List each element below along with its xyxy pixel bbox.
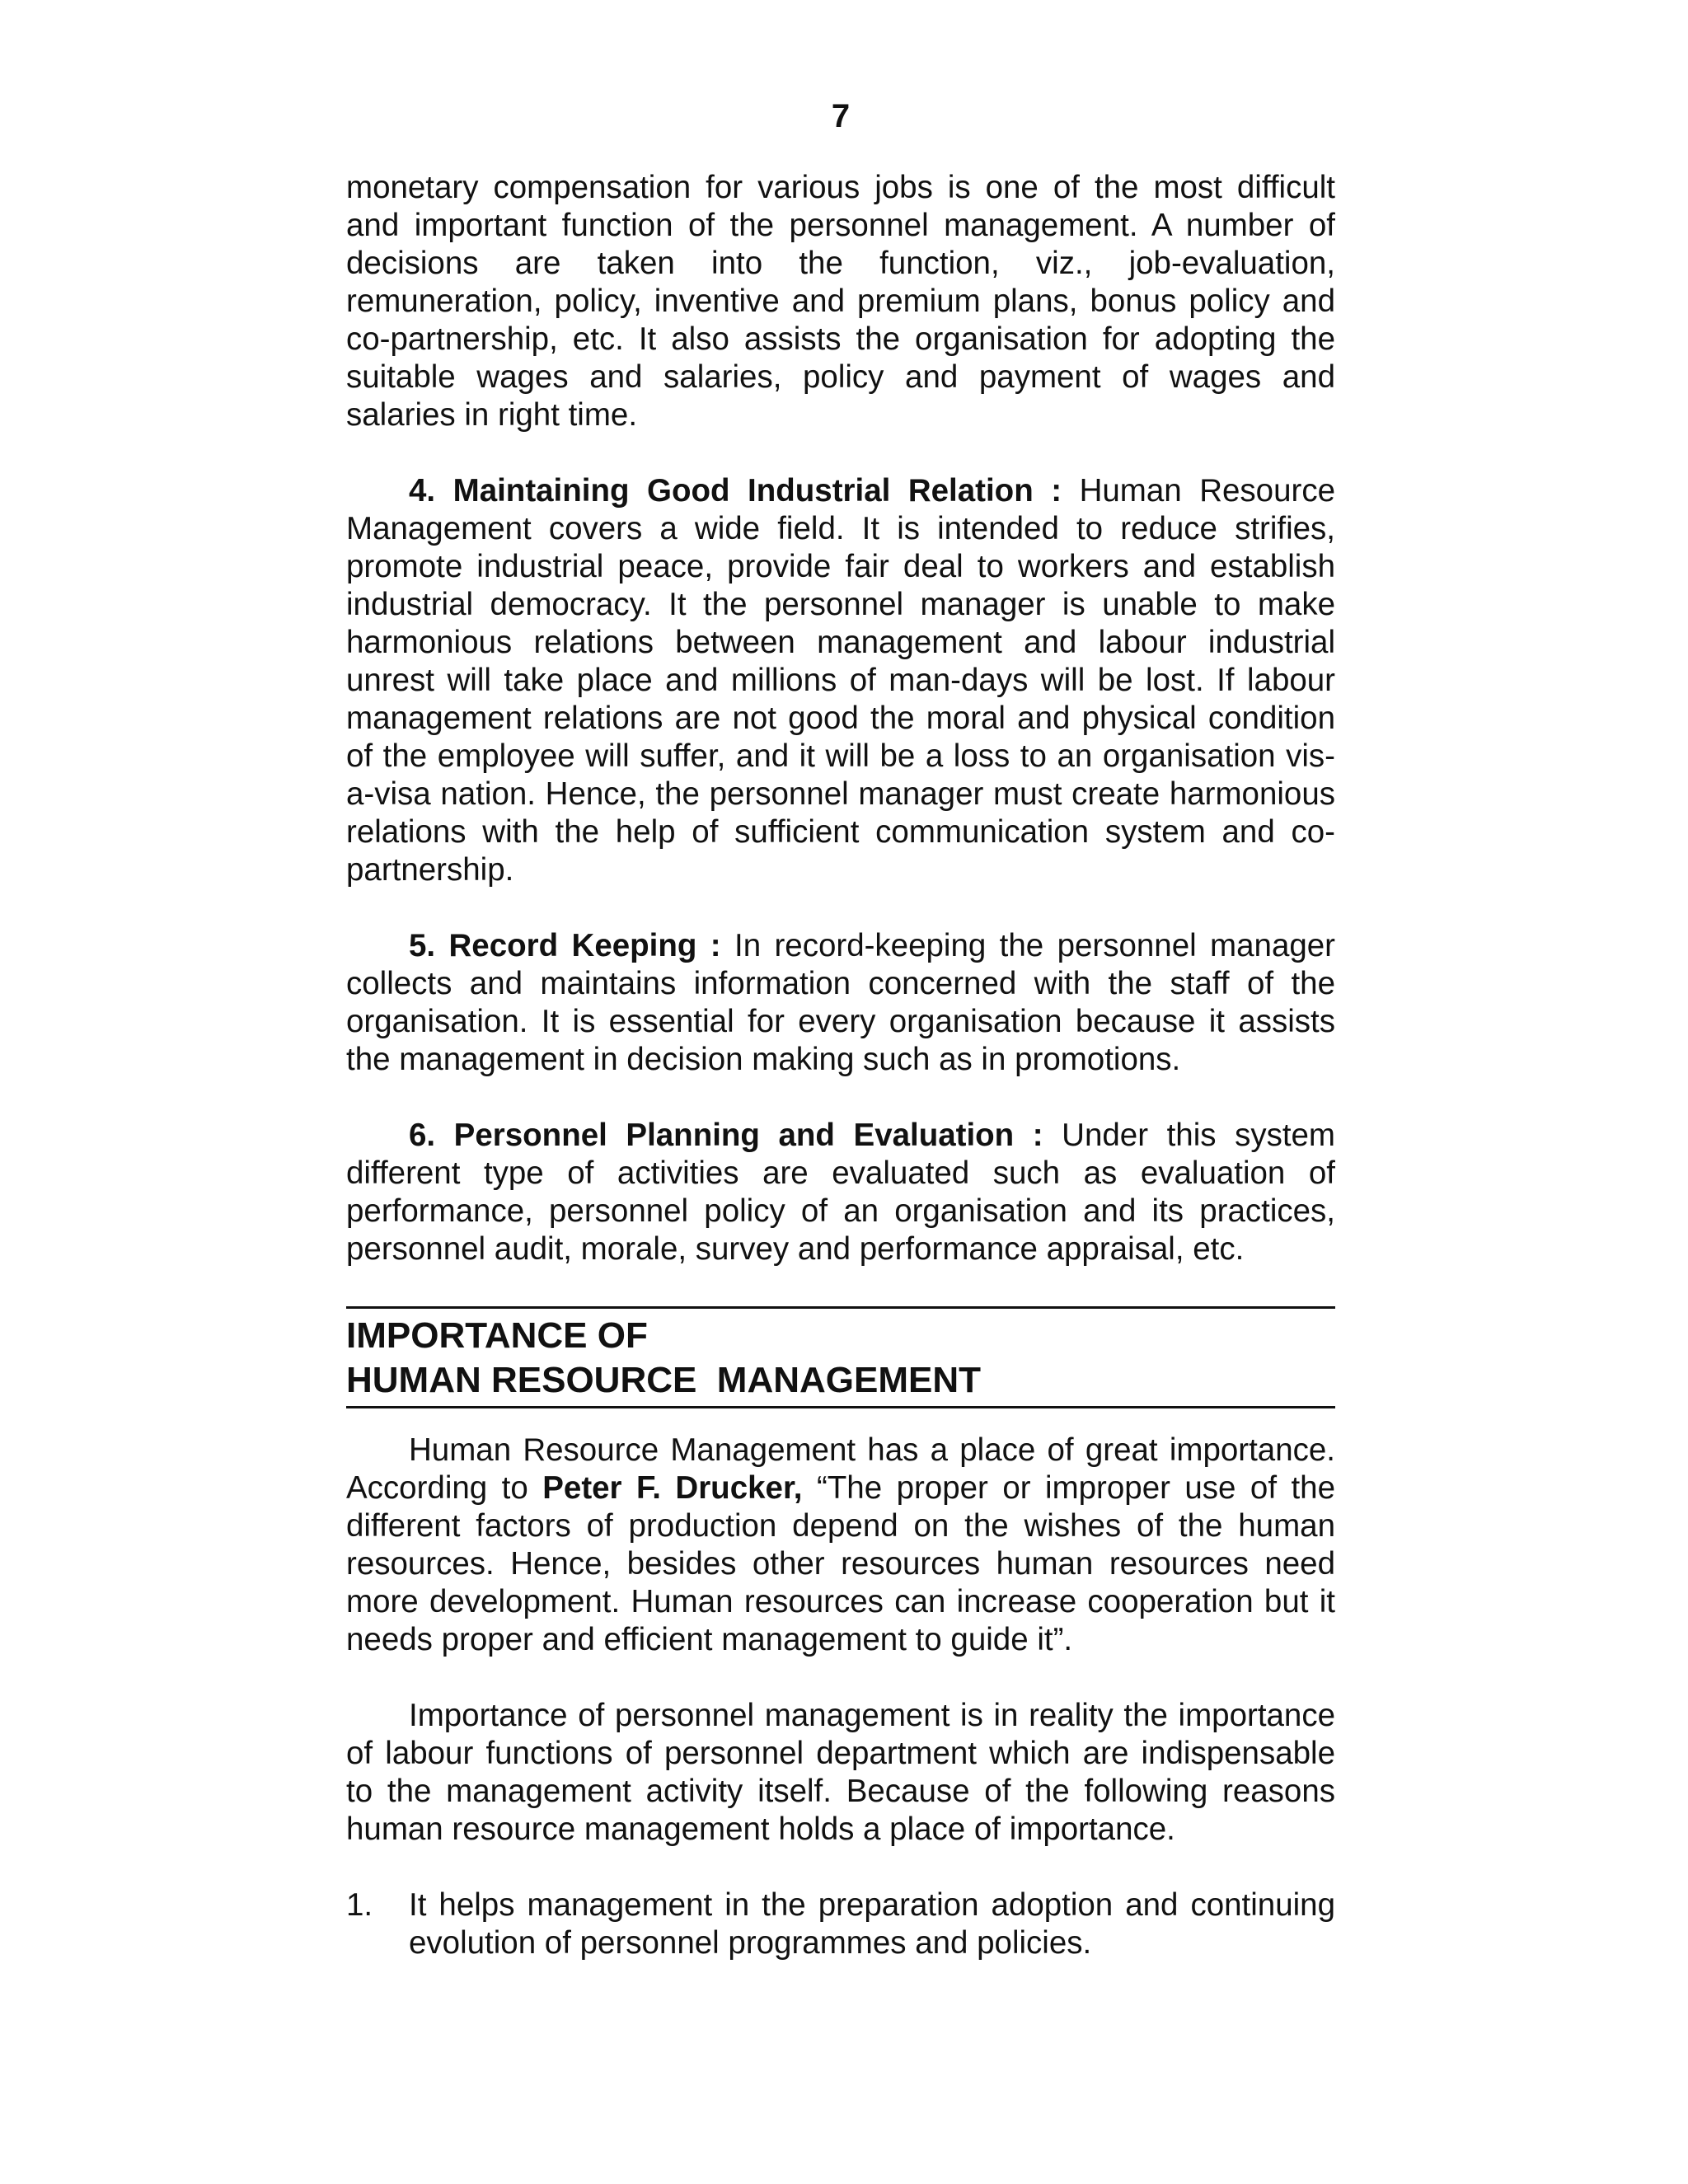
list-item	[346, 1886, 1335, 1962]
importance-paragraph	[346, 1432, 1335, 1659]
importance-text-before: Human Resource Management has a place of great importance. According to	[346, 1432, 1335, 1506]
section-body: Under this system different type of activities are evaluated such as evaluation of performance, personnel policy of an organisation and its practices, personnel audit, morale, survey and performance appraisal, etc.	[346, 1118, 1335, 1267]
section-heading	[346, 1306, 1335, 1408]
list-item-text: It helps management in the preparation adoption and continuing evolution of personnel programmes and policies.	[409, 1887, 1335, 1961]
intro-paragraph: monetary compensation for various jobs is one of the most difficult and important function of the personnel management. A number of decisions are taken into the function, viz., job-evaluation, remuneration, policy, inventive and premium plans, bonus policy and co-partnership, etc. It also assists the organisation for adopting the suitable wages and salaries, policy and payment of wages and salaries in right time.	[346, 170, 1335, 433]
section-title: 5. Record Keeping :	[409, 928, 721, 963]
importance-text-after: “The proper or improper use of the different factors of production depend on the wishes of the human resources. Hence, besides other resources human resources need more development. Human resources can increase cooperation but it needs proper and efficient management to guide it”.	[346, 1470, 1335, 1657]
page-number: 7	[831, 98, 851, 134]
section-personnel-planning	[346, 1117, 1335, 1268]
heading-line-2: HUMAN RESOURCE MANAGEMENT	[346, 1360, 981, 1400]
page-content	[346, 169, 1335, 1962]
section-body: Human Resource Management covers a wide field. It is intended to reduce strifies, promote industrial peace, provide fair deal to workers and establish industrial democracy. It the personnel manager is unable to make harmonious relations between management and labour industrial unrest will take place and millions of man-days will be lost. If labour management relations are not good the moral and physical condition of the employee will suffer, and it will be a loss to an organisation vis-a-visa nation. Hence, the personnel manager must create harmonious relations with the help of sufficient communication system and co-partnership.	[346, 473, 1335, 888]
heading-line-1: IMPORTANCE OF	[346, 1315, 648, 1356]
section-title: 6. Personnel Planning and Evaluation :	[409, 1118, 1043, 1153]
reasons-paragraph: Importance of personnel management is in reality the importance of labour functions of personnel department which are indispensable to the management activity itself. Because of the following reasons human resource management holds a place of importance.	[346, 1698, 1335, 1847]
section-industrial-relation	[346, 472, 1335, 889]
section-title: 4. Maintaining Good Industrial Relation :	[409, 473, 1062, 509]
author-name: Peter F. Drucker,	[542, 1470, 803, 1506]
list-item-number: 1.	[346, 1887, 373, 1923]
section-record-keeping	[346, 927, 1335, 1079]
section-body: In record-keeping the personnel manager collects and maintains information concerned with the staff of the organisation. It is essential for every organisation because it assists the management in decision making such as in promotions.	[346, 928, 1336, 1077]
